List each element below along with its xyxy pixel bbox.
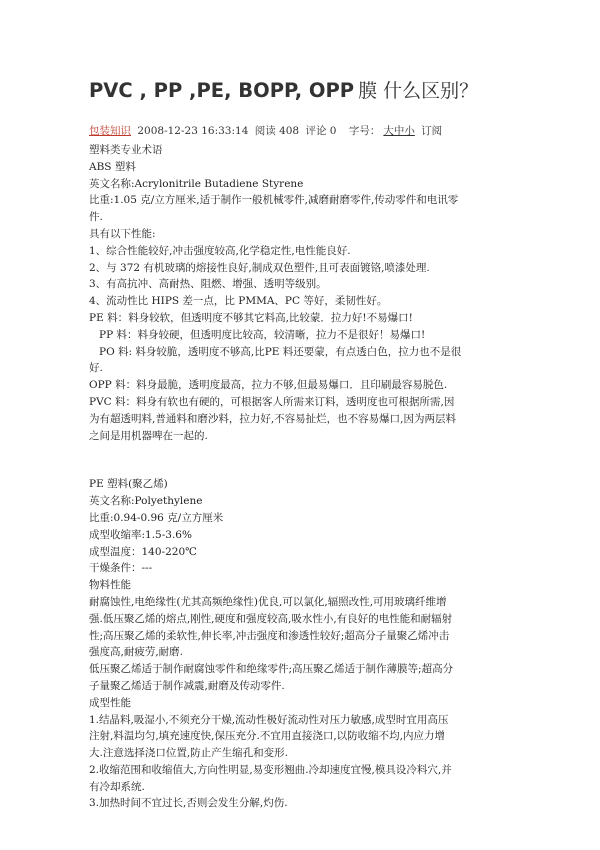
comment-count[interactable]: 评论 0 — [305, 125, 337, 137]
text-line: 成型性能 — [89, 696, 131, 709]
text-line: PE 料：料身较软，但透明度不够其它料高,比较蒙．拉力好!不易爆口! — [89, 311, 413, 324]
section-divider — [89, 444, 519, 476]
text-line: 有冷却系统. — [89, 780, 145, 793]
text-line: 成型收缩率:1.5-3.6% — [89, 528, 192, 541]
category-link[interactable]: 包装知识 — [89, 125, 131, 137]
text-line: PP 料：料身较硬，但透明度比较高，较清晰，拉力不是很好！易爆口! — [99, 328, 426, 341]
text-line: 英文名称:Acrylonitrile Butadiene Styrene — [89, 177, 304, 190]
section-abs-indented — [89, 327, 519, 361]
text-line: 比重:1.05 克/立方厘米,适于制作一般机械零件,减磨耐磨零件,传动零件和电讯零 — [89, 194, 459, 207]
text-line: 3.加热时间不宜过长,否则会发生分解,灼伤. — [89, 797, 288, 810]
font-size-options[interactable]: 大中小 — [383, 125, 415, 137]
page-title — [89, 76, 519, 103]
text-line: 比重:0.94-0.96 克/立方厘米 — [89, 511, 224, 524]
text-line: 低压聚乙烯适于制作耐腐蚀零件和绝缘零件;高压聚乙烯适于制作薄膜等;超高分 — [89, 663, 454, 676]
text-line: 子量聚乙烯适于制作减震,耐磨及传动零件. — [89, 679, 285, 692]
section-abs — [89, 142, 519, 327]
article-body — [89, 142, 519, 812]
text-line: 干燥条件：--- — [89, 562, 153, 575]
text-line: 英文名称:Polyethylene — [89, 495, 203, 508]
section-abs-tail — [89, 360, 519, 444]
text-line: 为有超透明料,普通料和磨沙料，拉力好,不容易扯烂，也不容易爆口,因为两层料 — [89, 412, 457, 425]
font-size-label: 字号： — [348, 125, 381, 137]
text-line: OPP 料：料身最脆，透明度最高，拉力不够,但最易爆口．且印刷最容易脱色. — [89, 379, 448, 392]
text-line: 大.注意选择浇口位置,防止产生缩孔和变形. — [89, 747, 289, 760]
document-page — [89, 76, 519, 812]
text-line: 2.收缩范围和收缩值大,方向性明显,易变形翘曲.冷却速度宜慢,模具设冷料穴,并 — [89, 763, 452, 776]
text-line: 3、有高抗冲、高耐热、阻燃、增强、透明等级别。 — [89, 278, 327, 291]
text-line: 1.结晶料,吸湿小,不须充分干燥,流动性极好流动性对压力敏感,成型时宜用高压 — [89, 713, 449, 726]
subscribe-link[interactable]: 订阅 — [421, 125, 443, 137]
text-line: 具有以下性能: — [89, 227, 156, 240]
text-line: 注射,料温均匀,填充速度快,保压充分.不宜用直接浇口,以防收缩不均,内应力增 — [89, 730, 446, 743]
text-line: ABS 塑料 — [89, 160, 136, 173]
text-line: PE 塑料(聚乙烯) — [89, 478, 168, 491]
text-line: 成型温度：140-220℃ — [89, 545, 197, 558]
text-line: 好. — [89, 362, 103, 375]
text-line: 强度高,耐疲劳,耐磨. — [89, 646, 184, 659]
text-line: 件. — [89, 211, 103, 224]
text-line: 1、综合性能较好,冲击强度较高,化学稳定性,电性能良好. — [89, 244, 351, 257]
text-line: 物料性能 — [89, 579, 131, 592]
text-line: PO 料: 料身较脆，透明度不够高,比PE 料还要蒙，有点透白色，拉力也不是很 — [99, 345, 462, 358]
text-line: 性;高压聚乙烯的柔软性,伸长率,冲击强度和渗透性较好;超高分子量聚乙烯冲击 — [89, 629, 450, 642]
text-line: 耐腐蚀性,电绝缘性(尤其高频绝缘性)优良,可以氯化,辐照改性,可用玻璃纤维增 — [89, 595, 447, 608]
post-datetime: 2008-12-23 16:33:14 — [137, 125, 249, 137]
text-line: 2、与 372 有机玻璃的熔接性良好,制成双色塑件,且可表面镀铬,喷漆处理. — [89, 261, 430, 274]
section-pe — [89, 476, 519, 812]
text-line: 4、流动性比 HIPS 差一点，比 PMMA、PC 等好，柔韧性好。 — [89, 295, 388, 308]
text-line: 之间是用机器啤在一起的. — [89, 429, 208, 442]
post-meta — [89, 123, 519, 139]
read-count: 阅读 408 — [254, 125, 300, 137]
title-chinese: 膜 什么区别？ — [358, 80, 479, 102]
text-line: PVC 料：料身有软也有硬的，可根据客人所需来订料，透明度也可根据所需,因 — [89, 395, 455, 408]
text-line: 强.低压聚乙烯的熔点,刚性,硬度和强度较高,吸水性小,有良好的电性能和耐辐射 — [89, 612, 453, 625]
text-line: 塑料类专业术语 — [89, 144, 163, 156]
title-latin: PVC , PP ,PE, BOPP, OPP — [89, 79, 355, 102]
